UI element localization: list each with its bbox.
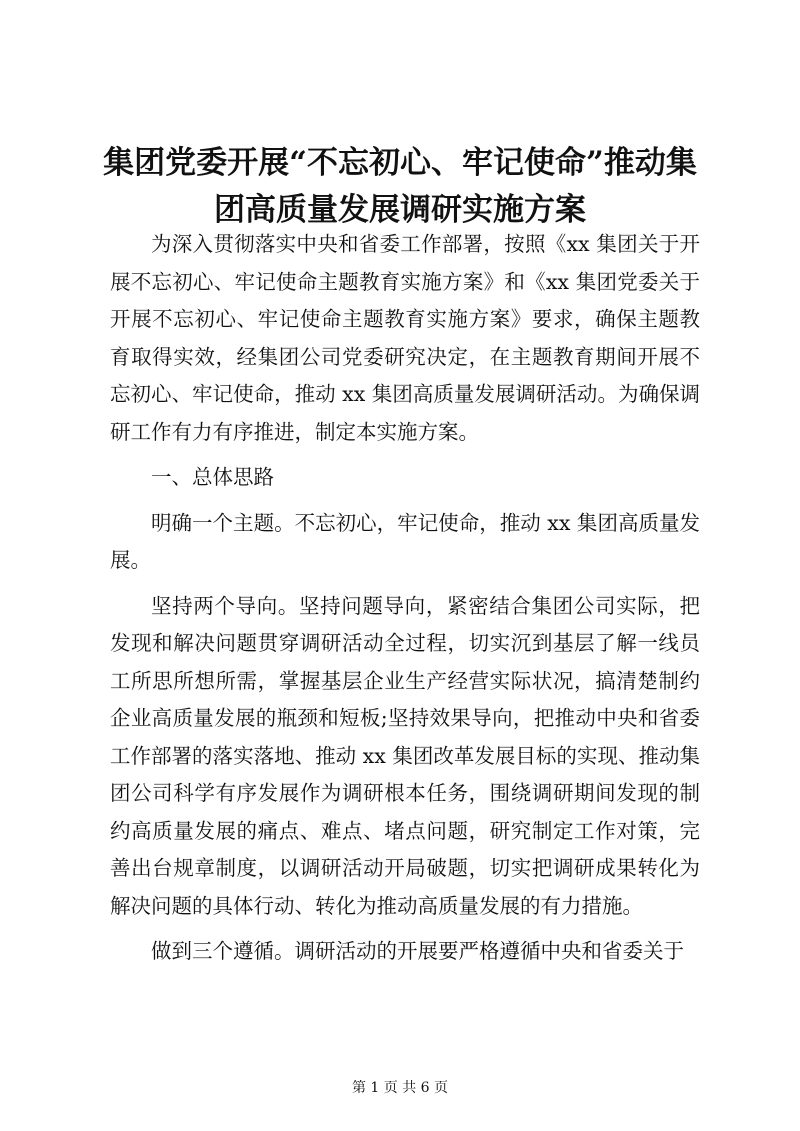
page-footer: 第 1 页 共 6 页 bbox=[351, 1080, 449, 1096]
document-body bbox=[110, 226, 700, 971]
paragraph-intro: 为深入贯彻落实中央和省委工作部署，按照《xx 集团关于开展不忘初心、牢记使命主题教育实施方案》和《xx 集团党委关于开展不忘初心、牢记使命主题教育实施方案》要求，确保主题教育取得实效，经集团公司党委研究决定，在主题教育期间开展不忘初心、牢记使命，推动 xx 集团高质量发展调研活动。为确保调研工作有力有序推进，制定本实施方案。 bbox=[110, 232, 700, 444]
title-line-2: 团高质量发展调研实施方案 bbox=[214, 192, 586, 228]
section-heading: 一、总体思路 bbox=[151, 465, 274, 489]
paragraph-principles: 做到三个遵循。调研活动的开展要严格遵循中央和省委关于 bbox=[151, 939, 684, 963]
paragraph-orientation: 坚持两个导向。坚持问题导向，紧密结合集团公司实际，把发现和解决问题贯穿调研活动全过程，切实沉到基层了解一线员工所思所想所需，掌握基层企业生产经营实际状况，搞清楚制约企业高质量发展的瓶颈和短板;坚持效果导向，把推动中央和省委工作部署的落实落地、推动 xx 集团改革发展目标的实现、推动集团公司科学有序发展作为调研根本任务，围绕调研期间发现的制约高质量发展的痛点、难点、堵点问题，研究制定工作对策，完善出台规章制度，以调研活动开局破题，切实把调研成果转化为解决问题的具体行动、转化为推动高质量发展的有力措施。 bbox=[110, 593, 700, 918]
document-title bbox=[100, 140, 700, 234]
title-line-1: 集团党委开展“不忘初心、牢记使命”推动集 bbox=[103, 145, 697, 181]
paragraph-theme: 明确一个主题。不忘初心，牢记使命，推动 xx 集团高质量发展。 bbox=[110, 510, 700, 572]
